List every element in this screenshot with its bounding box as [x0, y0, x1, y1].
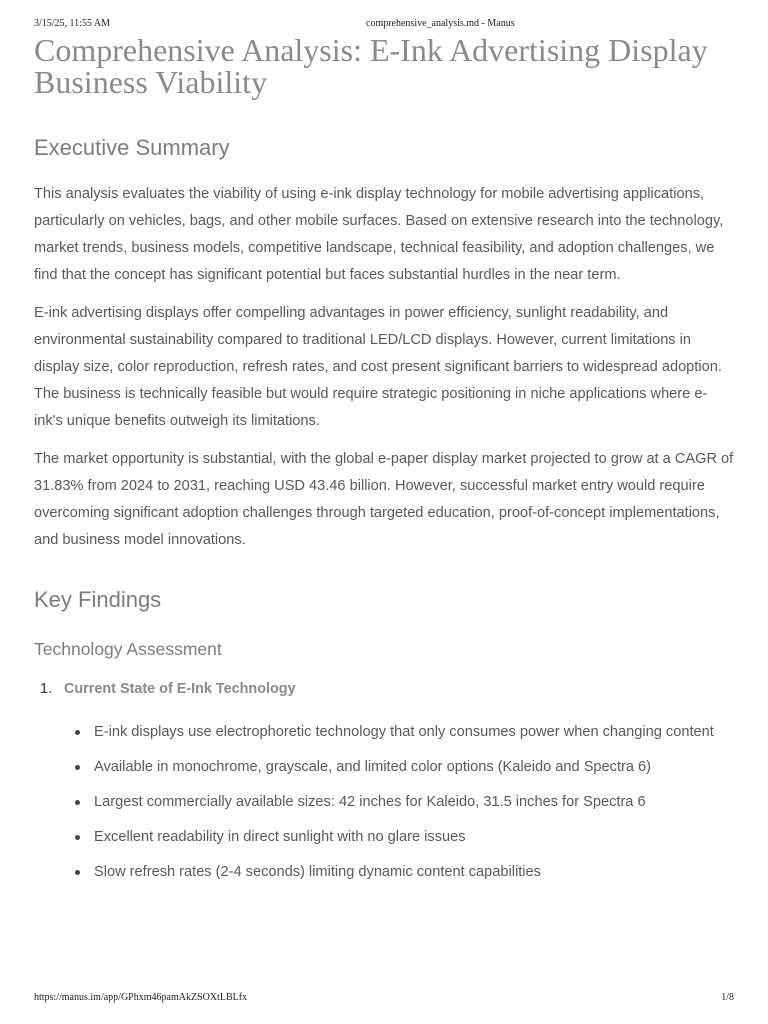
print-page-title: comprehensive_analysis.md - Manus [366, 18, 515, 29]
bullet-icon [75, 730, 80, 735]
print-header [34, 18, 734, 32]
executive-summary-heading: Executive Summary [34, 135, 230, 160]
print-date: 3/15/25, 11:55 AM [34, 18, 111, 29]
bullet-text: Available in monochrome, grayscale, and limited color options (Kaleido and Spectra 6) [94, 759, 652, 775]
list-item-number: 1. [40, 681, 53, 697]
bullet-item [64, 789, 734, 816]
list-item [34, 678, 734, 886]
print-footer [34, 992, 734, 1006]
technology-assessment-heading: Technology Assessment [34, 639, 222, 659]
print-url: https://manus.im/app/GPhxm46pamAkZSOXtLBLfx [34, 992, 248, 1003]
document-title: Comprehensive Analysis: E-Ink Advertising Display Business Viability [34, 32, 708, 100]
key-findings-heading: Key Findings [34, 587, 162, 612]
summary-paragraph: The market opportunity is substantial, with the global e-paper display market projected to grow at a CAGR of 31.83% from 2024 to 2031, reaching USD 43.46 billion. However, successful market entry would require overcoming significant adoption challenges through targeted education, proof-of-concept implementations, and business model innovations. [34, 451, 734, 548]
bullet-text: Largest commercially available sizes: 42 inches for Kaleido, 31.5 inches for Spectra 6 [94, 794, 646, 810]
bullet-item [64, 859, 734, 886]
page-number: 1/8 [721, 992, 734, 1003]
bullet-text: Slow refresh rates (2-4 seconds) limiting dynamic content capabilities [94, 864, 541, 880]
bullet-icon [75, 800, 80, 805]
bullet-list [64, 719, 734, 886]
bullet-item [64, 719, 734, 746]
summary-paragraph: E-ink advertising displays offer compelling advantages in power efficiency, sunlight readability, and environmental sustainability compared to traditional LED/LCD displays. However, current limitations in display size, color reproduction, refresh rates, and cost present significant barriers to widespread adoption. The business is technically feasible but would require strategic positioning in niche applications where e-ink's unique benefits outweigh its limitations. [34, 305, 722, 429]
bullet-icon [75, 765, 80, 770]
summary-paragraph: This analysis evaluates the viability of using e-ink display technology for mobile advertising applications, particularly on vehicles, bags, and other mobile surfaces. Based on extensive research into the technology, market trends, business models, competitive landscape, technical feasibility, and adoption challenges, we find that the concept has significant potential but faces substantial hurdles in the near term. [34, 186, 724, 283]
bullet-text: Excellent readability in direct sunlight with no glare issues [94, 829, 466, 845]
document-content [34, 34, 734, 894]
bullet-item [64, 754, 734, 781]
bullet-item [64, 824, 734, 851]
bullet-text: E-ink displays use electrophoretic technology that only consumes power when changing content [94, 724, 714, 740]
bullet-icon [75, 835, 80, 840]
list-item-title: Current State of E-Ink Technology [64, 681, 296, 697]
findings-list [34, 678, 734, 886]
bullet-icon [75, 870, 80, 875]
